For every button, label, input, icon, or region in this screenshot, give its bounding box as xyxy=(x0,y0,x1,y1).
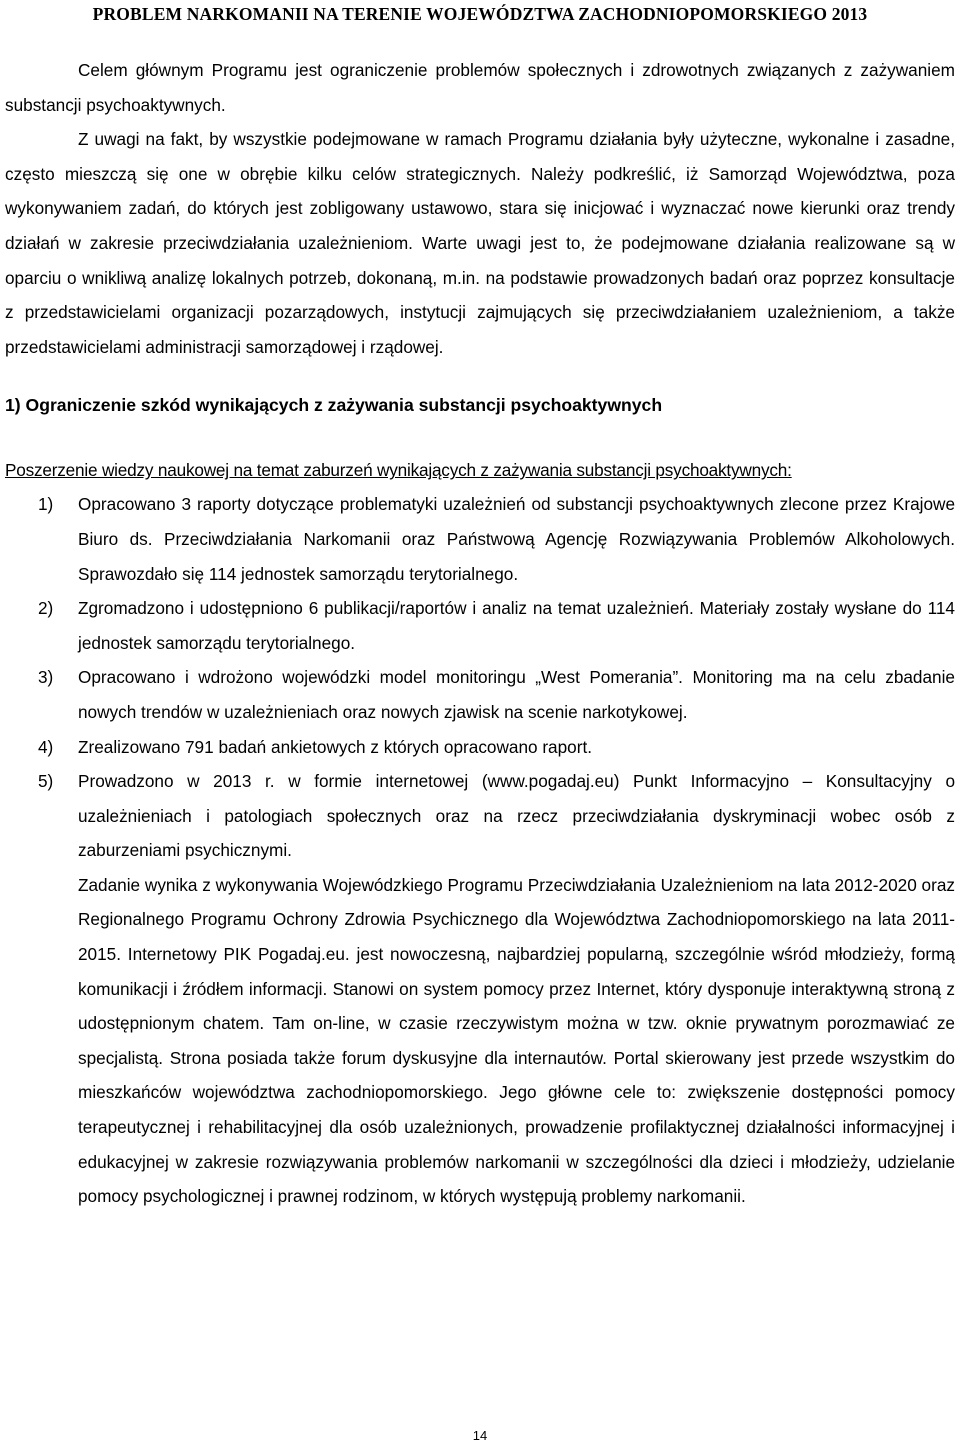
list-item-number: 3) xyxy=(38,667,54,688)
list-item-number: 5) xyxy=(38,771,54,792)
page-content xyxy=(5,53,955,1214)
list-item-text: Zrealizowano 791 badań ankietowych z których opracowano raport. xyxy=(78,736,593,757)
section-subheading: Poszerzenie wiedzy naukowej na temat zaburzeń wynikających z zażywania substancji psychoaktywnych: xyxy=(5,460,792,481)
intro-paragraph-2: Z uwagi na fakt, by wszystkie podejmowane w ramach Programu działania były użyteczne, wykonalne i zasadne, często mieszczą się one w obrębie kilku celów strategicznych. Należy podkreślić, iż Samorząd Województwa, poza wykonywaniem zadań, do których jest zobligowany ustawowo, stara się inicjować i wyznaczać nowe kierunki oraz trendy działań w zakresie przeciwdziałania uzależnieniom. Warte uwagi jest to, że podejmowane działania realizowane są w oparciu o wnikliwą analizę lokalnych potrzeb, dokonaną, m.in. na podstawie prowadzonych badań oraz poprzez konsultacje z przedstawicielami organizacji pozarządowych, instytucji zajmujących się przeciwdziałaniem uzależnieniom, a także przedstawicielami administracji samorządowej i rządowej. xyxy=(5,129,955,357)
list-item-number: 4) xyxy=(38,736,54,757)
page-header-title: PROBLEM NARKOMANII NA TERENIE WOJEWÓDZTWA ZACHODNIOPOMORSKIEGO 2013 xyxy=(92,4,868,24)
list-item-number: 1) xyxy=(38,494,54,515)
section-heading: 1) Ograniczenie szkód wynikających z zażywania substancji psychoaktywnych xyxy=(5,395,663,416)
list-item xyxy=(5,591,955,660)
activities-list xyxy=(5,487,955,1213)
list-item-text: Opracowano i wdrożono wojewódzki model monitoringu „West Pomerania”. Monitoring ma na celu zbadanie nowych trendów w uzależnieniach oraz nowych zjawisk na scenie narkotykowej. xyxy=(78,667,955,722)
list-item-continuation: Zadanie wynika z wykonywania Wojewódzkiego Programu Przeciwdziałania Uzależnieniom na lata 2012-2020 oraz Regionalnego Programu Ochrony Zdrowia Psychicznego dla Województwa Zachodniopomorskiego na lata 2011-2015. Internetowy PIK Pogadaj.eu. jest nowoczesną, najbardziej popularną, szczególnie wśród młodzieży, formą komunikacji i źródłem informacji. Stanowi on system pomocy przez Internet, który dysponuje interaktywną stroną z udostępnionym chatem. Tam on-line, w czasie rzeczywistym można w tzw. oknie prywatnym porozmawiać ze specjalistą. Strona posiada także forum dyskusyjne dla internautów. Portal skierowany jest przede wszystkim do mieszkańców województwa zachodniopomorskiego. Jego główne cele to: zwiększenie dostępności pomocy terapeutycznej i rehabilitacyjnej dla osób uzależnionych, prowadzenie profilaktycznej działalności informacyjnej i edukacyjnej w zakresie rozwiązywania problemów narkomanii w szczególności dla dzieci i młodzieży, udzielanie pomocy psychologicznej i prawnej rodzinom, w których występują problemy narkomanii. xyxy=(78,874,955,1207)
list-item xyxy=(5,764,955,1214)
intro-paragraph-1: Celem głównym Programu jest ograniczenie problemów społecznych i zdrowotnych związanych z zażywaniem substancji psychoaktywnych. xyxy=(5,60,955,115)
list-item-number: 2) xyxy=(38,598,54,619)
list-item-text: Opracowano 3 raporty dotyczące problematyki uzależnień od substancji psychoaktywnych zlecone przez Krajowe Biuro ds. Przeciwdziałania Narkomanii oraz Państwową Agencję Rozwiązywania Problemów Alkoholowych. Sprawozdało się 114 jednostek samorządu terytorialnego. xyxy=(78,494,955,584)
page-number: 14 xyxy=(472,1428,488,1443)
list-item-text: Prowadzono w 2013 r. w formie internetowej (www.pogadaj.eu) Punkt Informacyjno – Konsultacyjny o uzależnieniach i patologiach społecznych oraz na rzecz przeciwdziałania dyskryminacji wobec osób z zaburzeniami psychicznymi. xyxy=(78,771,955,861)
list-item xyxy=(5,730,955,765)
list-item xyxy=(5,487,955,591)
list-item xyxy=(5,660,955,729)
list-item-text: Zgromadzono i udostępniono 6 publikacji/raportów i analiz na temat uzależnień. Materiały zostały wysłane do 114 jednostek samorządu terytorialnego. xyxy=(78,598,955,653)
